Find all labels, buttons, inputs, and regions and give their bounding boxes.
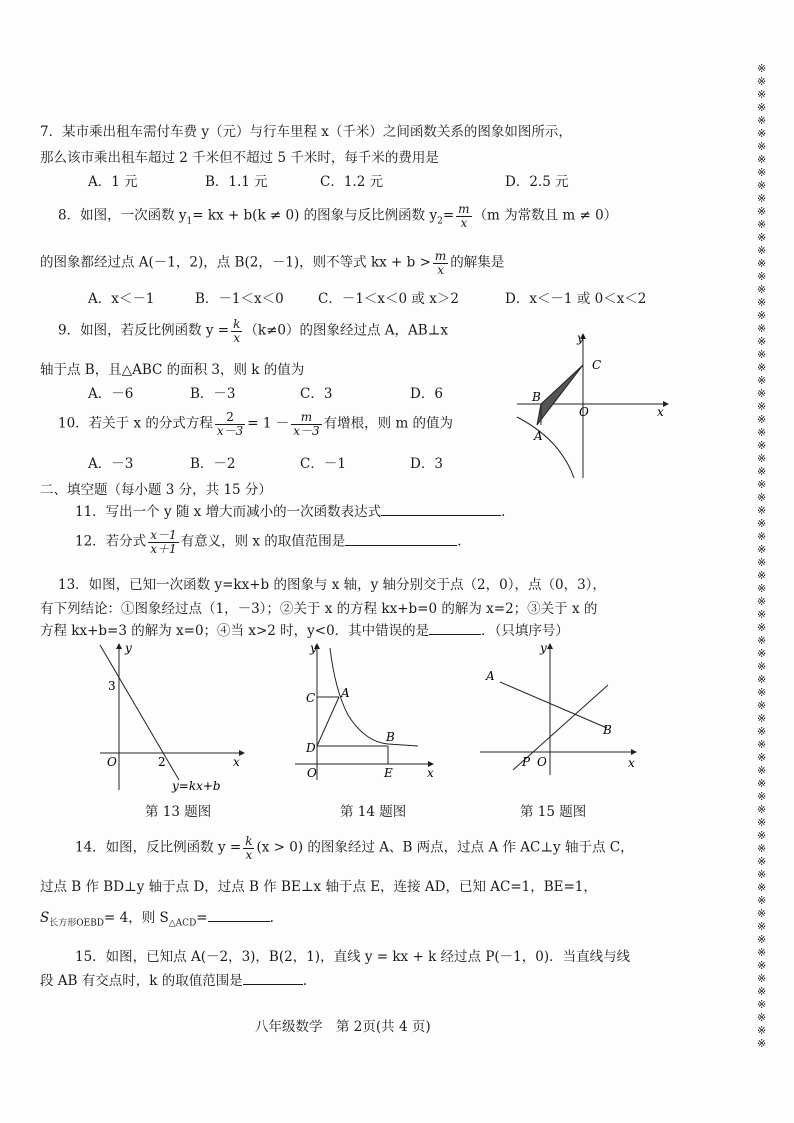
- q9-point-c: C: [592, 358, 602, 372]
- decorative-border-pattern: ※※※※※※※※※※※※※※※※※※※※※※※※※※※※※※※※※※※※※※※※※※※※※※※※※※※※※※※※※※※※※※※※※※※※※※※※※※※※: [757, 62, 767, 1047]
- q13-line2: 有下列结论：①图象经过点（1，－3）；②关于 x 的方程 kx+b=0 的解为 x=2；③关于 x 的: [40, 601, 598, 617]
- fig14-point-e: E: [384, 766, 393, 780]
- q9-figure: [512, 330, 672, 480]
- fig15-point-a: A: [486, 669, 495, 683]
- q7-option-b: B．1.1 元: [205, 174, 268, 190]
- fig14-point-d: D: [306, 741, 316, 755]
- fig15-point-p: P: [522, 755, 531, 769]
- fig14-point-b: B: [386, 730, 395, 744]
- q11-answer-blank[interactable]: [381, 502, 501, 516]
- fig14: [290, 640, 440, 785]
- fig13-line-label: y=kx+b: [172, 779, 221, 793]
- q13-line1: 13．如图，已知一次函数 y=kx+b 的图象与 x 轴，y 轴分别交于点（2，0），点（0，3），: [58, 577, 606, 593]
- q14-line1: 14．如图，反比例函数 y = $\frac{k}{x}$ (x > 0) 的图象经过 A、B 两点，过点 A 作 AC⊥y 轴于点 C，: [75, 834, 634, 862]
- q8-fraction: $\frac{m}{x}$: [458, 202, 470, 230]
- q8-line2: 的图象都经过点 A(－1，2)，点 B(2，－1)，则不等式 kx + b > $\frac{m}{x}$ 的解集是: [40, 249, 505, 277]
- fig13-y-label: y: [125, 641, 132, 655]
- fig15-y-label: y: [540, 641, 547, 655]
- q14-answer-blank[interactable]: [208, 908, 270, 922]
- q15-line1: 15．如图，已知点 A(－2，3)，B(2，1)，直线 y = kx + k 经过点 P(－1，0)．当直线与线: [75, 949, 631, 965]
- q15-answer-blank[interactable]: [243, 971, 303, 985]
- q9-point-b: B: [532, 390, 541, 404]
- fig15-x-label: x: [628, 756, 635, 770]
- q8-option-b: B．－1＜x＜0: [195, 291, 284, 307]
- q10-option-b: B．－2: [190, 456, 236, 472]
- q7-option-c: C．1.2 元: [320, 174, 384, 190]
- q9-option-c: C．3: [300, 386, 333, 402]
- q9-option-d: D．6: [410, 386, 443, 402]
- q9-origin: O: [579, 405, 589, 419]
- q7-option-d: D．2.5 元: [505, 174, 569, 190]
- q13-line3: 方程 kx+b=3 的解为 x=0；④当 x>2 时，y<0．其中错误的是 ．（只填序号）: [40, 623, 569, 639]
- q10-option-d: D．3: [410, 456, 443, 472]
- q7-option-a: A．1 元: [88, 174, 138, 190]
- q15-line2: 段 AB 有交点时，k 的取值范围是 .: [40, 973, 308, 989]
- q11: 11．写出一个 y 随 x 增大而减小的一次函数表达式 .: [75, 504, 506, 520]
- q10-option-c: C．－1: [300, 456, 346, 472]
- q10-line1: 10．若关于 x 的分式方程 $\frac{2}{x-3}$ = 1 － $\frac{m}{x-3}$ 有增根，则 m 的值为: [58, 410, 454, 438]
- fig15-point-b: B: [603, 723, 612, 737]
- fig14-y-label: y: [310, 641, 317, 655]
- q12: 12．若分式 $\frac{x-1}{x+1}$ 有意义，则 x 的取值范围是 .: [75, 528, 462, 556]
- fig15: [475, 640, 645, 780]
- section-2-heading: 二、填空题（每小题 3 分，共 15 分）: [40, 482, 272, 498]
- fig13-origin: O: [107, 755, 117, 769]
- fig13-x-label: x: [233, 755, 240, 769]
- q8-option-c: C．－1＜x＜0 或 x＞2: [318, 291, 459, 307]
- q8-option-a: A．x＜－1: [88, 291, 155, 307]
- q7-line2: 那么该市乘出租车超过 2 千米但不超过 5 千米时，每千米的费用是: [40, 150, 439, 166]
- q9-option-b: B．－3: [190, 386, 236, 402]
- q8-option-d: D．x＜－1 或 0＜x＜2: [505, 291, 647, 307]
- q9-x-label: x: [657, 405, 664, 419]
- q9-line2: 轴于点 B，且△ABC 的面积 3，则 k 的值为: [40, 362, 305, 378]
- q12-answer-blank[interactable]: [345, 532, 457, 546]
- fig13-y-intercept: 3: [108, 679, 116, 693]
- fig14-caption: 第 14 题图: [340, 804, 407, 820]
- fig13-x-intercept: 2: [158, 755, 166, 769]
- q9-point-a: A: [534, 429, 543, 443]
- q9-option-a: A．－6: [88, 386, 134, 402]
- page-footer: 八年级数学 第 2页(共 4 页): [255, 1019, 431, 1035]
- fig14-point-a: A: [341, 686, 350, 700]
- q9-line1: 9．如图，若反比例函数 y = $\frac{k}{x}$ （k≠0）的图象经过点 A，AB⊥x: [58, 317, 449, 345]
- fig13: [95, 640, 255, 800]
- q9-y-label: y: [577, 331, 584, 345]
- fig13-caption: 第 13 题图: [145, 804, 212, 820]
- fig14-origin: O: [307, 766, 317, 780]
- q7-line1: 7．某市乘出租车需付车费 y（元）与行车里程 x（千米）之间函数关系的图象如图所示，: [40, 124, 572, 140]
- q8-line1: 8．如图，一次函数 $y_1=$ kx + b(k ≠ 0) 的图象与反比例函数 $y_2=$ $\frac{m}{x}$ （m 为常数且 m ≠ 0）: [58, 202, 618, 230]
- fig14-point-c: C: [306, 691, 316, 705]
- q13-answer-blank[interactable]: [429, 621, 481, 635]
- fig15-caption: 第 15 题图: [520, 804, 587, 820]
- q14-line3: $S_{长方形OEBD}= 4$，则 $S_{\triangle ACD}=$ .: [40, 910, 274, 929]
- q10-option-a: A．－3: [88, 456, 134, 472]
- q14-line2: 过点 B 作 BD⊥y 轴于点 D，过点 B 作 BE⊥x 轴于点 E，连接 AD，已知 AC=1，BE=1，: [40, 879, 597, 895]
- fig14-x-label: x: [427, 766, 434, 780]
- fig15-origin: O: [537, 755, 547, 769]
